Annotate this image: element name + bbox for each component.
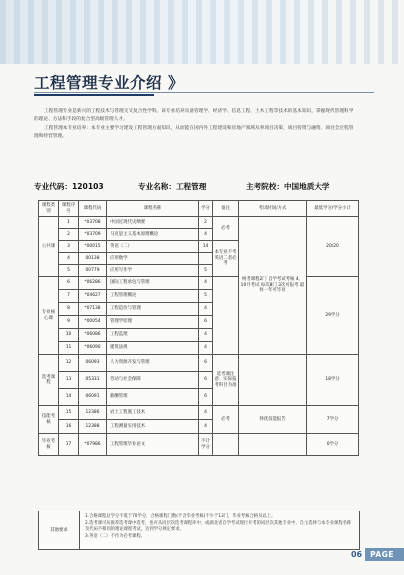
requirement-line: 2.选考课可从推荐选考课中选考，也可从同层次选考课程库中，或湖北省自学考试现行开考的同层次其他专业中，自主选择与本专业课程名称及代码不相同的理论课程考试，达到学分规定要求。 <box>85 520 352 533</box>
sum-elective: 18学分 <box>307 355 359 406</box>
cell-name: 国际工程承包与管理 <box>107 277 199 290</box>
cell-no: 5 <box>59 265 79 277</box>
cell-credit <box>199 253 213 265</box>
sum-lab: 7学分 <box>307 406 359 434</box>
cell-name: 工程造价与管理 <box>107 303 199 316</box>
major-code <box>34 181 104 192</box>
table-row <box>39 217 359 229</box>
table-row <box>39 277 359 290</box>
cell-no: 11 <box>59 342 79 355</box>
requirement-line: 3.英语（二）不作为必考课程。 <box>85 533 145 539</box>
cell-name: 英语（二） <box>107 241 199 253</box>
cell-credit: 6 <box>199 372 213 389</box>
group-public: 公共课 <box>39 217 59 277</box>
cell-name: 工程管理概论 <box>107 290 199 303</box>
exam-lab: 择优技能报告 <box>239 406 307 434</box>
cell-credit: 6 <box>199 389 213 406</box>
cell-credit: 2 <box>199 217 213 229</box>
cell-credit: 4 <box>199 229 213 241</box>
exam-grad <box>239 434 307 456</box>
group-lab: 技能考核 <box>39 406 59 434</box>
cell-credit: 4 <box>199 329 213 342</box>
table-row <box>39 406 359 420</box>
cell-code: 06093 <box>79 355 107 372</box>
cell-code: *06286 <box>79 277 107 290</box>
cell-code: 06091 <box>79 389 107 406</box>
cell-credit: 4 <box>199 406 213 420</box>
cell-code: *07986 <box>79 434 107 456</box>
cell-no: 4 <box>59 253 79 265</box>
cell-no: 13 <box>59 372 79 389</box>
cell-credit: 6 <box>199 316 213 329</box>
sum-public: 20/20 <box>307 217 359 277</box>
major-name-value: 工程管理 <box>175 182 207 191</box>
table-header: 课程代码 <box>79 201 107 217</box>
cell-no: 1 <box>59 217 79 229</box>
other-requirements <box>38 511 360 550</box>
sum-grad: 0学分 <box>307 434 359 456</box>
cell-code: 12388 <box>79 420 107 434</box>
note-lab: 必考 <box>213 406 239 434</box>
cell-name: 工程管理毕业论文 <box>107 434 199 456</box>
page-number: 06 <box>350 549 363 559</box>
cell-name: 应用数学 <box>107 253 199 265</box>
cell-code: 00138 <box>79 253 107 265</box>
table-header: 备注 <box>213 201 239 217</box>
table-row <box>39 434 359 456</box>
cell-no: 2 <box>59 229 79 241</box>
cell-credit: 14 <box>199 241 213 253</box>
course-plan-table <box>38 200 359 456</box>
note-required: 必考 <box>213 217 239 241</box>
page-label: PAGE <box>365 548 404 561</box>
cell-code: *03708 <box>79 217 107 229</box>
major-name <box>138 181 206 192</box>
cell-no: 6 <box>59 277 79 290</box>
table-header: 课程类别 <box>39 201 59 217</box>
title-arrow-icon: 》 <box>168 74 185 92</box>
table-header: 最低学分/学分小计 <box>307 201 359 217</box>
table-row <box>39 355 359 372</box>
header-band <box>0 0 404 64</box>
cell-credit: 4 <box>199 342 213 355</box>
cell-credit: 6 <box>199 355 213 372</box>
cell-no: 14 <box>59 389 79 406</box>
table-header: 课程名称 <box>107 201 199 217</box>
intro-text <box>34 108 354 142</box>
cell-name: 应用写作学 <box>107 265 199 277</box>
cell-name: 薪酬管理 <box>107 389 199 406</box>
cell-code: *06086 <box>79 329 107 342</box>
cell-name: 马克思主义基本原理概论 <box>107 229 199 241</box>
cell-no: 16 <box>59 420 79 434</box>
cell-code: *03709 <box>79 229 107 241</box>
table-header: 学分 <box>199 201 213 217</box>
page-footer <box>351 546 404 562</box>
group-core: 专业核心课 <box>39 277 59 355</box>
table-header: 课程序号 <box>59 201 79 217</box>
cell-code: 05331 <box>79 372 107 389</box>
requirement-line: 1.合格课程总学分不低于70学分，合格课程门数(不含毕业考核)不少于13门，毕业考核合格及以上。 <box>85 514 276 519</box>
page-title-text: 工程管理专业介绍 <box>34 74 163 92</box>
cell-code: *04627 <box>79 290 107 303</box>
cell-name: 管理学原理 <box>107 316 199 329</box>
cell-credit: 5 <box>199 265 213 277</box>
other-requirements-text <box>85 514 353 540</box>
note-grad <box>213 434 239 456</box>
note-replace: 本专业不考英语二者必考 <box>213 241 239 277</box>
cell-no: 17 <box>59 434 79 456</box>
cell-credit: 4 <box>199 303 213 316</box>
cell-name: 建筑法规 <box>107 342 199 355</box>
cell-no: 7 <box>59 290 79 303</box>
cell-no: 10 <box>59 329 79 342</box>
note-core <box>213 277 239 355</box>
major-school <box>246 181 330 192</box>
table-header: 考试时间/方式 <box>239 201 307 217</box>
exam-elective <box>239 355 307 406</box>
note-elective: 选考课注意：实际报考科目为准 <box>213 355 239 406</box>
sum-core: 29学分 <box>307 277 359 355</box>
cell-code: 00779 <box>79 265 107 277</box>
cell-credit: 4 <box>199 420 213 434</box>
page-title <box>34 71 184 93</box>
major-code-value: 120103 <box>71 182 104 191</box>
intro-paragraph-1: 工程管理专业是新兴的工程技术与管理交叉复合性学科。该专业培养具备管理学、经济学、信息工程、土木工程等技术的基本知识，掌握现代管理科学的理论、方法和手段的复合型高级管理人才。 <box>34 109 354 123</box>
cell-no: 15 <box>59 406 79 420</box>
header-stripes <box>0 0 404 64</box>
cell-name: 工程监理 <box>107 329 199 342</box>
major-name-label: 专业名称： <box>138 182 176 191</box>
cell-no: 12 <box>59 355 79 372</box>
cell-no: 9 <box>59 316 79 329</box>
cell-name: 人力资源开发与管理 <box>107 355 199 372</box>
cell-code: 12386 <box>79 406 107 420</box>
cell-code: *07138 <box>79 303 107 316</box>
cell-credit: 4 <box>199 277 213 290</box>
table-header-row <box>39 201 359 217</box>
major-school-label: 主考院校： <box>246 182 284 191</box>
cell-code: *00054 <box>79 316 107 329</box>
cell-name: 中国近现代史纲要 <box>107 217 199 229</box>
major-code-label: 专业代码： <box>34 182 72 191</box>
other-requirements-label: 其他要求 <box>39 511 80 549</box>
cell-credit: 5 <box>199 290 213 303</box>
cell-name: 劳动与社会保障 <box>107 372 199 389</box>
cell-no: 8 <box>59 303 79 316</box>
group-grad: 毕业考核 <box>39 434 59 456</box>
title-accent-rule <box>34 94 154 96</box>
cell-code: *06090 <box>79 342 107 355</box>
intro-paragraph-2: 工程管理本专业培养：本专业主要学习建设工程管理方面知识，从而能在国内外工程建设和房地产领域从事项目决策、项目投资与融资、项目全过程管理和经营管理。 <box>34 125 354 140</box>
major-school-value: 中国地质大学 <box>283 182 330 191</box>
cell-code: *00015 <box>79 241 107 253</box>
cell-no: 3 <box>59 241 79 253</box>
cell-name: 工程测量实用技术 <box>107 420 199 434</box>
group-elective: 选考课程 <box>39 355 59 406</box>
note-grad-credit: 不计学分 <box>199 434 213 456</box>
exam-note: 统考课程2门 自学考试考核 4、10月考试 每次8门 3次可报考 最快一年可毕业 <box>239 217 307 355</box>
title-rule <box>34 92 374 93</box>
cell-name: 岩土工程施工技术 <box>107 406 199 420</box>
